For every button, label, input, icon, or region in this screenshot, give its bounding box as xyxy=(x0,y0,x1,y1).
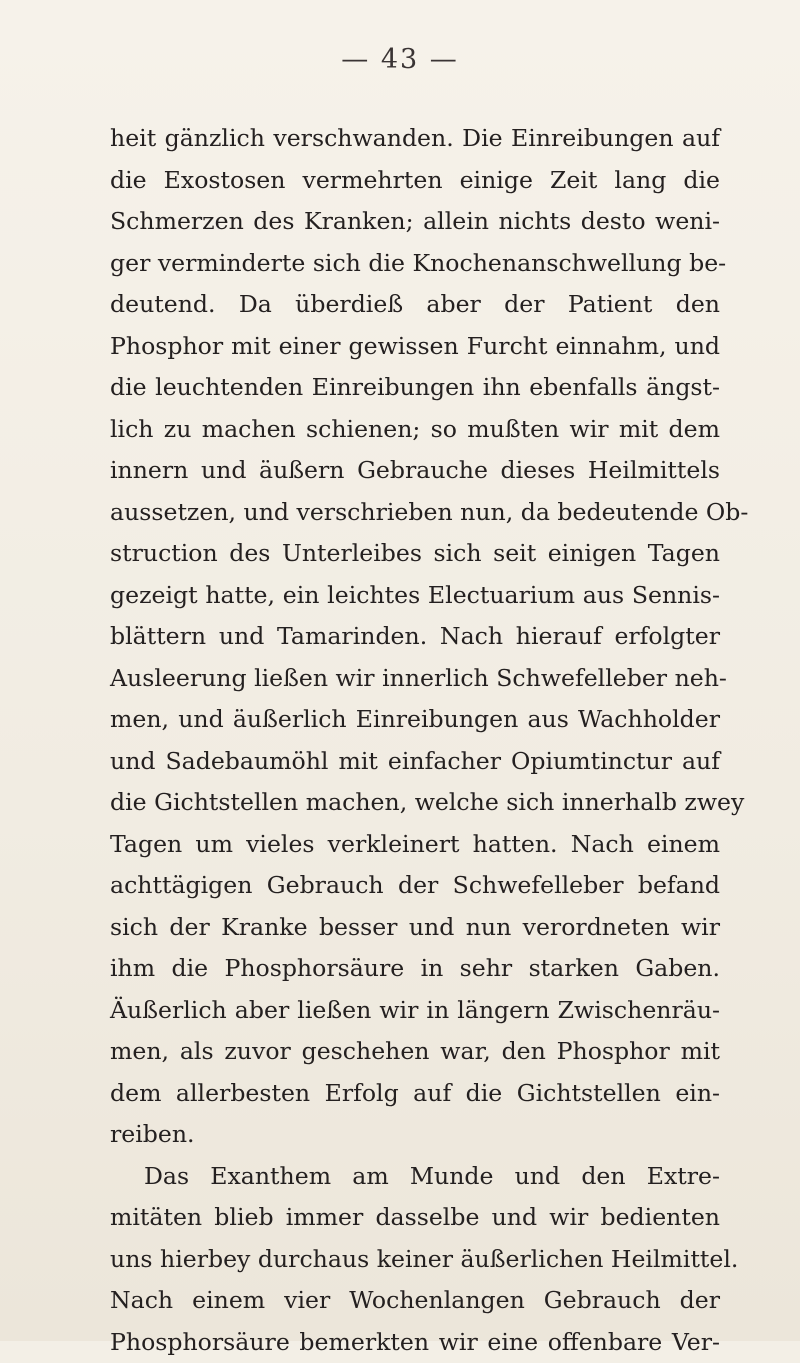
text-line: men, und äußerlich Einreibungen aus Wachholder xyxy=(110,699,720,741)
paragraph xyxy=(110,118,720,1156)
text-line: ihm die Phosphorsäure in sehr starken Gaben. xyxy=(110,948,720,990)
text-line: Ausleerung ließen wir innerlich Schwefelleber neh- xyxy=(110,658,720,700)
text-line: aussetzen, und verschrieben nun, da bedeutende Ob- xyxy=(110,492,720,534)
text-line: uns hierbey durchaus keiner äußerlichen Heilmittel. xyxy=(110,1239,720,1281)
text-line: dem allerbesten Erfolg auf die Gichtstellen ein- xyxy=(110,1073,720,1115)
text-line: innern und äußern Gebrauche dieses Heilmittels xyxy=(110,450,720,492)
paragraph xyxy=(110,1156,720,1363)
text-line: struction des Unterleibes sich seit einigen Tagen xyxy=(110,533,720,575)
text-line: ger verminderte sich die Knochenanschwellung be- xyxy=(110,243,720,285)
text-line: Äußerlich aber ließen wir in längern Zwischenräu- xyxy=(110,990,720,1032)
text-line: die Exostosen vermehrten einige Zeit lang die xyxy=(110,160,720,202)
text-line: Das Exanthem am Munde und den Extre- xyxy=(110,1156,720,1198)
text-line: achttägigen Gebrauch der Schwefelleber befand xyxy=(110,865,720,907)
text-line: men, als zuvor geschehen war, den Phosphor mit xyxy=(110,1031,720,1073)
text-line: sich der Kranke besser und nun verordneten wir xyxy=(110,907,720,949)
text-line: die Gichtstellen machen, welche sich innerhalb zwey xyxy=(110,782,720,824)
text-line: Nach einem vier Wochenlangen Gebrauch der xyxy=(110,1280,720,1322)
body-text xyxy=(110,118,720,1363)
text-line: und Sadebaumöhl mit einfacher Opiumtinctur auf xyxy=(110,741,720,783)
text-line: mitäten blieb immer dasselbe und wir bedienten xyxy=(110,1197,720,1239)
text-line: Schmerzen des Kranken; allein nichts desto weni- xyxy=(110,201,720,243)
text-line: lich zu machen schienen; so mußten wir mit dem xyxy=(110,409,720,451)
text-line: die leuchtenden Einreibungen ihn ebenfalls ängst- xyxy=(110,367,720,409)
text-line: Phosphorsäure bemerkten wir eine offenbare Ver- xyxy=(110,1322,720,1363)
text-line: blättern und Tamarinden. Nach hierauf erfolgter xyxy=(110,616,720,658)
text-line: heit gänzlich verschwanden. Die Einreibungen auf xyxy=(110,118,720,160)
text-line: reiben. xyxy=(110,1114,720,1156)
text-line: gezeigt hatte, ein leichtes Electuarium aus Sennis- xyxy=(110,575,720,617)
text-line: deutend. Da überdieß aber der Patient den xyxy=(110,284,720,326)
text-line: Phosphor mit einer gewissen Furcht einnahm, und xyxy=(110,326,720,368)
text-line: Tagen um vieles verkleinert hatten. Nach einem xyxy=(110,824,720,866)
page-number: — 43 — xyxy=(0,44,800,75)
